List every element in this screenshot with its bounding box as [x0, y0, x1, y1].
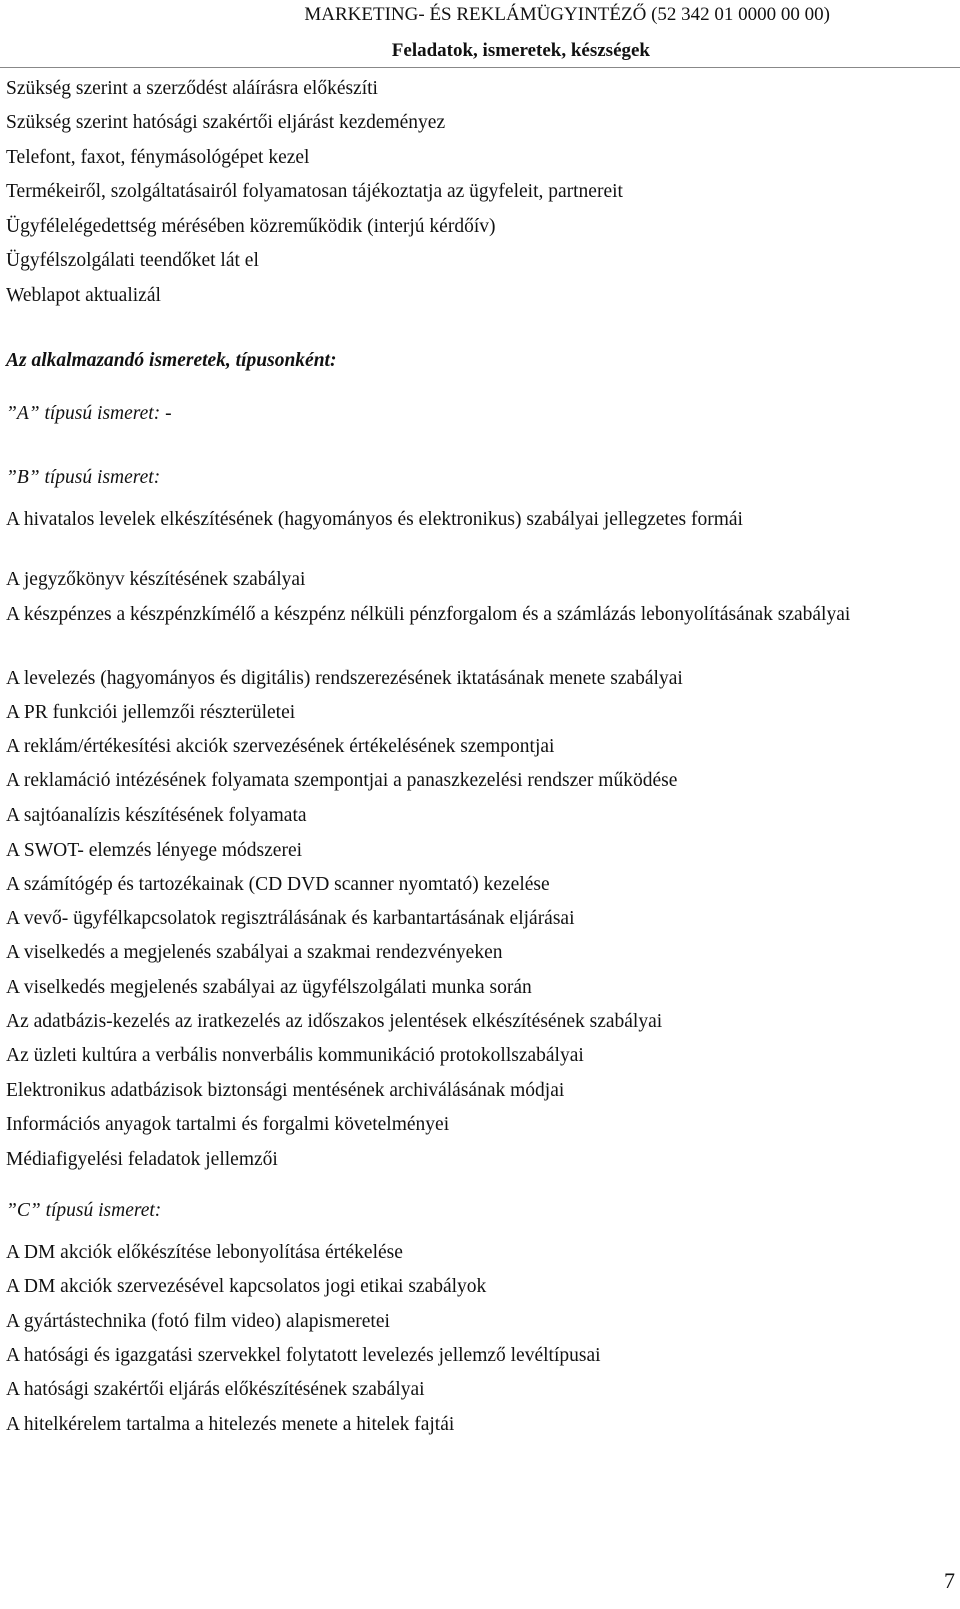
task-item: Telefont, faxot, fénymásológépet kezel [6, 147, 310, 168]
page-header [0, 0, 960, 70]
type-a-label: ”A” típusú ismeret: - [6, 403, 172, 424]
type-b-item: Az adatbázis-kezelés az iratkezelés az időszakos jelentések elkészítésének szabályai [6, 1011, 663, 1032]
type-c-item: A hatósági és igazgatási szervekkel folytatott levelezés jellemző levéltípusai [6, 1345, 601, 1366]
type-c-label: ”C” típusú ismeret: [6, 1200, 162, 1221]
type-b-item: A reklamáció intézésének folyamata szempontjai a panaszkezelési rendszer működése [6, 770, 678, 791]
type-b-item: A hivatalos levelek elkészítésének (hagyományos és elektronikus) szabályai jellegzetes formái [6, 509, 743, 530]
type-c-item: A gyártástechnika (fotó film video) alapismeretei [6, 1311, 390, 1332]
header-divider [0, 67, 960, 68]
document-subtitle: Feladatok, ismeretek, készségek [391, 40, 650, 61]
task-item: Weblapot aktualizál [6, 285, 161, 306]
type-b-item: Az üzleti kultúra a verbális nonverbális kommunikáció protokollszabályai [6, 1045, 584, 1066]
page-number: 7 [944, 1568, 955, 1593]
knowledge-heading: Az alkalmazandó ismeretek, típusonként: [6, 350, 337, 371]
type-b-item: Elektronikus adatbázisok biztonsági mentésének archiválásának módjai [6, 1080, 565, 1101]
task-item: Termékeiről, szolgáltatásairól folyamatosan tájékoztatja az ügyfeleit, partnereit [6, 181, 623, 202]
type-c-item: A hatósági szakértői eljárás előkészítésének szabályai [6, 1379, 425, 1400]
type-b-item: A számítógép és tartozékainak (CD DVD scanner nyomtató) kezelése [6, 874, 550, 895]
task-item: Szükség szerint hatósági szakértői eljárást kezdeményez [6, 112, 446, 133]
type-c-item: A DM akciók előkészítése lebonyolítása értékelése [6, 1242, 403, 1263]
type-b-item: A vevő- ügyfélkapcsolatok regisztrálásának és karbantartásának eljárásai [6, 908, 575, 929]
type-c-item: A DM akciók szervezésével kapcsolatos jogi etikai szabályok [6, 1276, 487, 1297]
type-b-item: A sajtóanalízis készítésének folyamata [6, 805, 307, 826]
type-b-item: A levelezés (hagyományos és digitális) rendszerezésének iktatásának menete szabályai [6, 668, 683, 689]
type-b-item: A SWOT- elemzés lényege módszerei [6, 840, 303, 861]
task-item: Szükség szerint a szerződést aláírásra előkészíti [6, 78, 378, 99]
type-c-item: A hitelkérelem tartalma a hitelezés menete a hitelek fajtái [6, 1414, 455, 1435]
type-b-item: A PR funkciói jellemzői részterületei [6, 702, 296, 723]
task-item: Ügyfélelégedettség mérésében közreműködik (interjú kérdőív) [6, 216, 496, 237]
task-item: Ügyfélszolgálati teendőket lát el [6, 250, 259, 271]
document-title: MARKETING- ÉS REKLÁMÜGYINTÉZŐ (52 342 01 0000 00 00) [304, 4, 830, 25]
type-b-item: Médiafigyelési feladatok jellemzői [6, 1149, 278, 1170]
type-b-item: A viselkedés a megjelenés szabályai a szakmai rendezvényeken [6, 942, 503, 963]
type-b-item: A viselkedés megjelenés szabályai az ügyfélszolgálati munka során [6, 977, 532, 998]
type-b-item: A készpénzes a készpénzkímélő a készpénz nélküli pénzforgalom és a számlázás lebonyolításának szabályai [6, 604, 851, 625]
type-b-item: Információs anyagok tartalmi és forgalmi követelményei [6, 1114, 450, 1135]
type-b-item: A jegyzőkönyv készítésének szabályai [6, 569, 306, 590]
type-b-label: ”B” típusú ismeret: [6, 467, 161, 488]
type-b-item: A reklám/értékesítési akciók szervezésének értékelésének szempontjai [6, 736, 555, 757]
